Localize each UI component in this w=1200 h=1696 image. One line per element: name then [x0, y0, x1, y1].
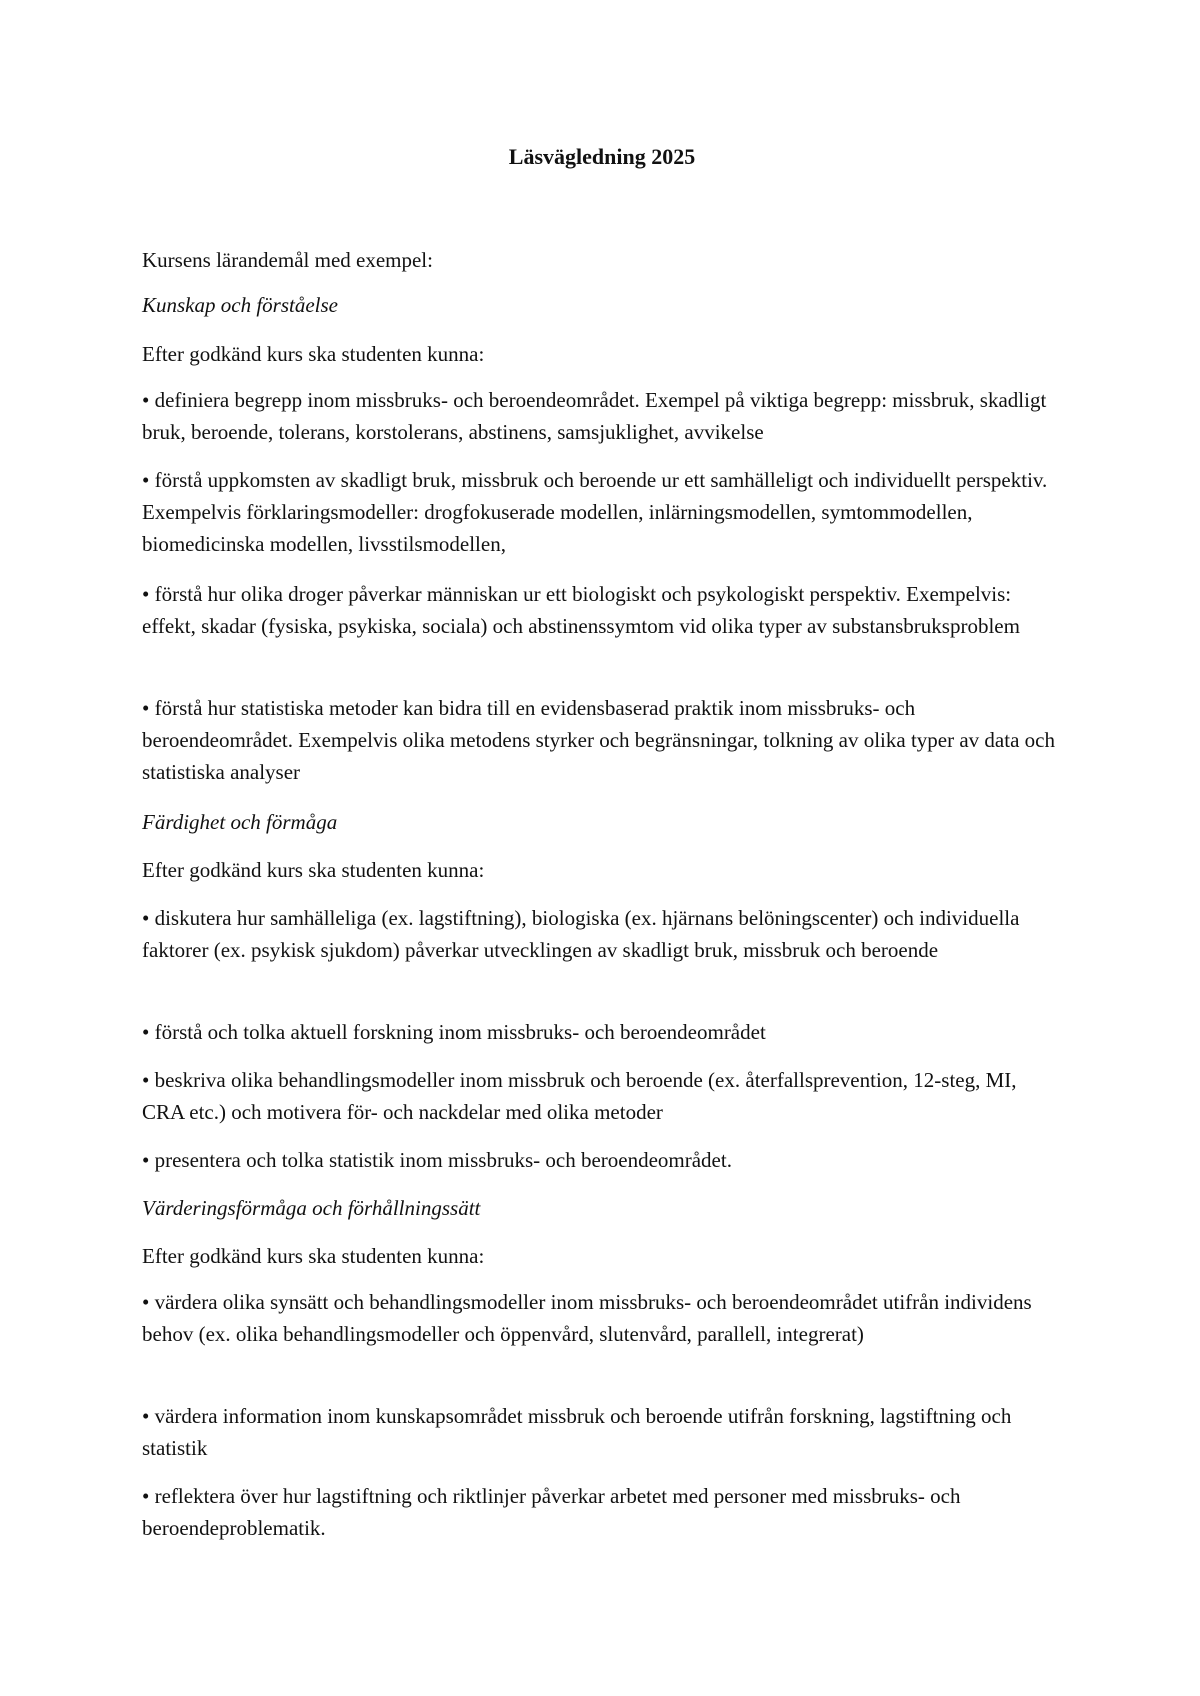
list-item: • definiera begrepp inom missbruks- och beroendeområdet. Exempel på viktiga begrepp: missbruk, skadligt bruk, beroende, tolerans, korstolerans, abstinens, samsjuklighet, avvikelse	[142, 388, 1047, 444]
section-heading-values: Värderingsförmåga och förhållningssätt	[142, 1196, 481, 1220]
list-item: • förstå och tolka aktuell forskning inom missbruks- och beroendeområdet	[142, 1020, 766, 1044]
list-item: • förstå hur statistiska metoder kan bidra till en evidensbaserad praktik inom missbruks- och beroendeområdet. Exempelvis olika metodens styrker och begränsningar, tolkning av olika typer av data och statistiska analyser	[142, 696, 1055, 784]
list-item: • förstå uppkomsten av skadligt bruk, missbruk och beroende ur ett samhälleligt och individuellt perspektiv. Exempelvis förklaringsmodeller: drogfokuserade modellen, inlärningsmodellen, symtommodellen, biomedicinska modellen, livsstilsmodellen,	[142, 468, 1048, 556]
section-lead: Efter godkänd kurs ska studenten kunna:	[142, 342, 485, 366]
section-heading-skills: Färdighet och förmåga	[142, 810, 338, 834]
section-lead: Efter godkänd kurs ska studenten kunna:	[142, 1244, 485, 1268]
list-item: • diskutera hur samhälleliga (ex. lagstiftning), biologiska (ex. hjärnans belöningscenter) och individuella faktorer (ex. psykisk sjukdom) påverkar utvecklingen av skadligt bruk, missbruk och beroende	[142, 906, 1020, 962]
document-title: Läsvägledning 2025	[508, 144, 696, 169]
section-heading-knowledge: Kunskap och förståelse	[142, 293, 338, 317]
list-item: • värdera information inom kunskapsområdet missbruk och beroende utifrån forskning, lagstiftning och statistik	[142, 1404, 1012, 1460]
list-item: • värdera olika synsätt och behandlingsmodeller inom missbruks- och beroendeområdet utifrån individens behov (ex. olika behandlingsmodeller och öppenvård, slutenvård, parallell, integrerat)	[142, 1290, 1032, 1346]
intro-text: Kursens lärandemål med exempel:	[142, 248, 433, 272]
section-lead: Efter godkänd kurs ska studenten kunna:	[142, 858, 485, 882]
list-item: • förstå hur olika droger påverkar människan ur ett biologiskt och psykologiskt perspektiv. Exempelvis: effekt, skadar (fysiska, psykiska, sociala) och abstinenssymtom vid olika typer av substansbruksproblem	[142, 582, 1020, 638]
list-item: • reflektera över hur lagstiftning och riktlinjer påverkar arbetet med personer med missbruks- och beroendeproblematik.	[142, 1484, 961, 1540]
list-item: • presentera och tolka statistik inom missbruks- och beroendeområdet.	[142, 1148, 732, 1172]
list-item: • beskriva olika behandlingsmodeller inom missbruk och beroende (ex. återfallsprevention, 12-steg, MI, CRA etc.) och motivera för- och nackdelar med olika metoder	[142, 1068, 1017, 1124]
